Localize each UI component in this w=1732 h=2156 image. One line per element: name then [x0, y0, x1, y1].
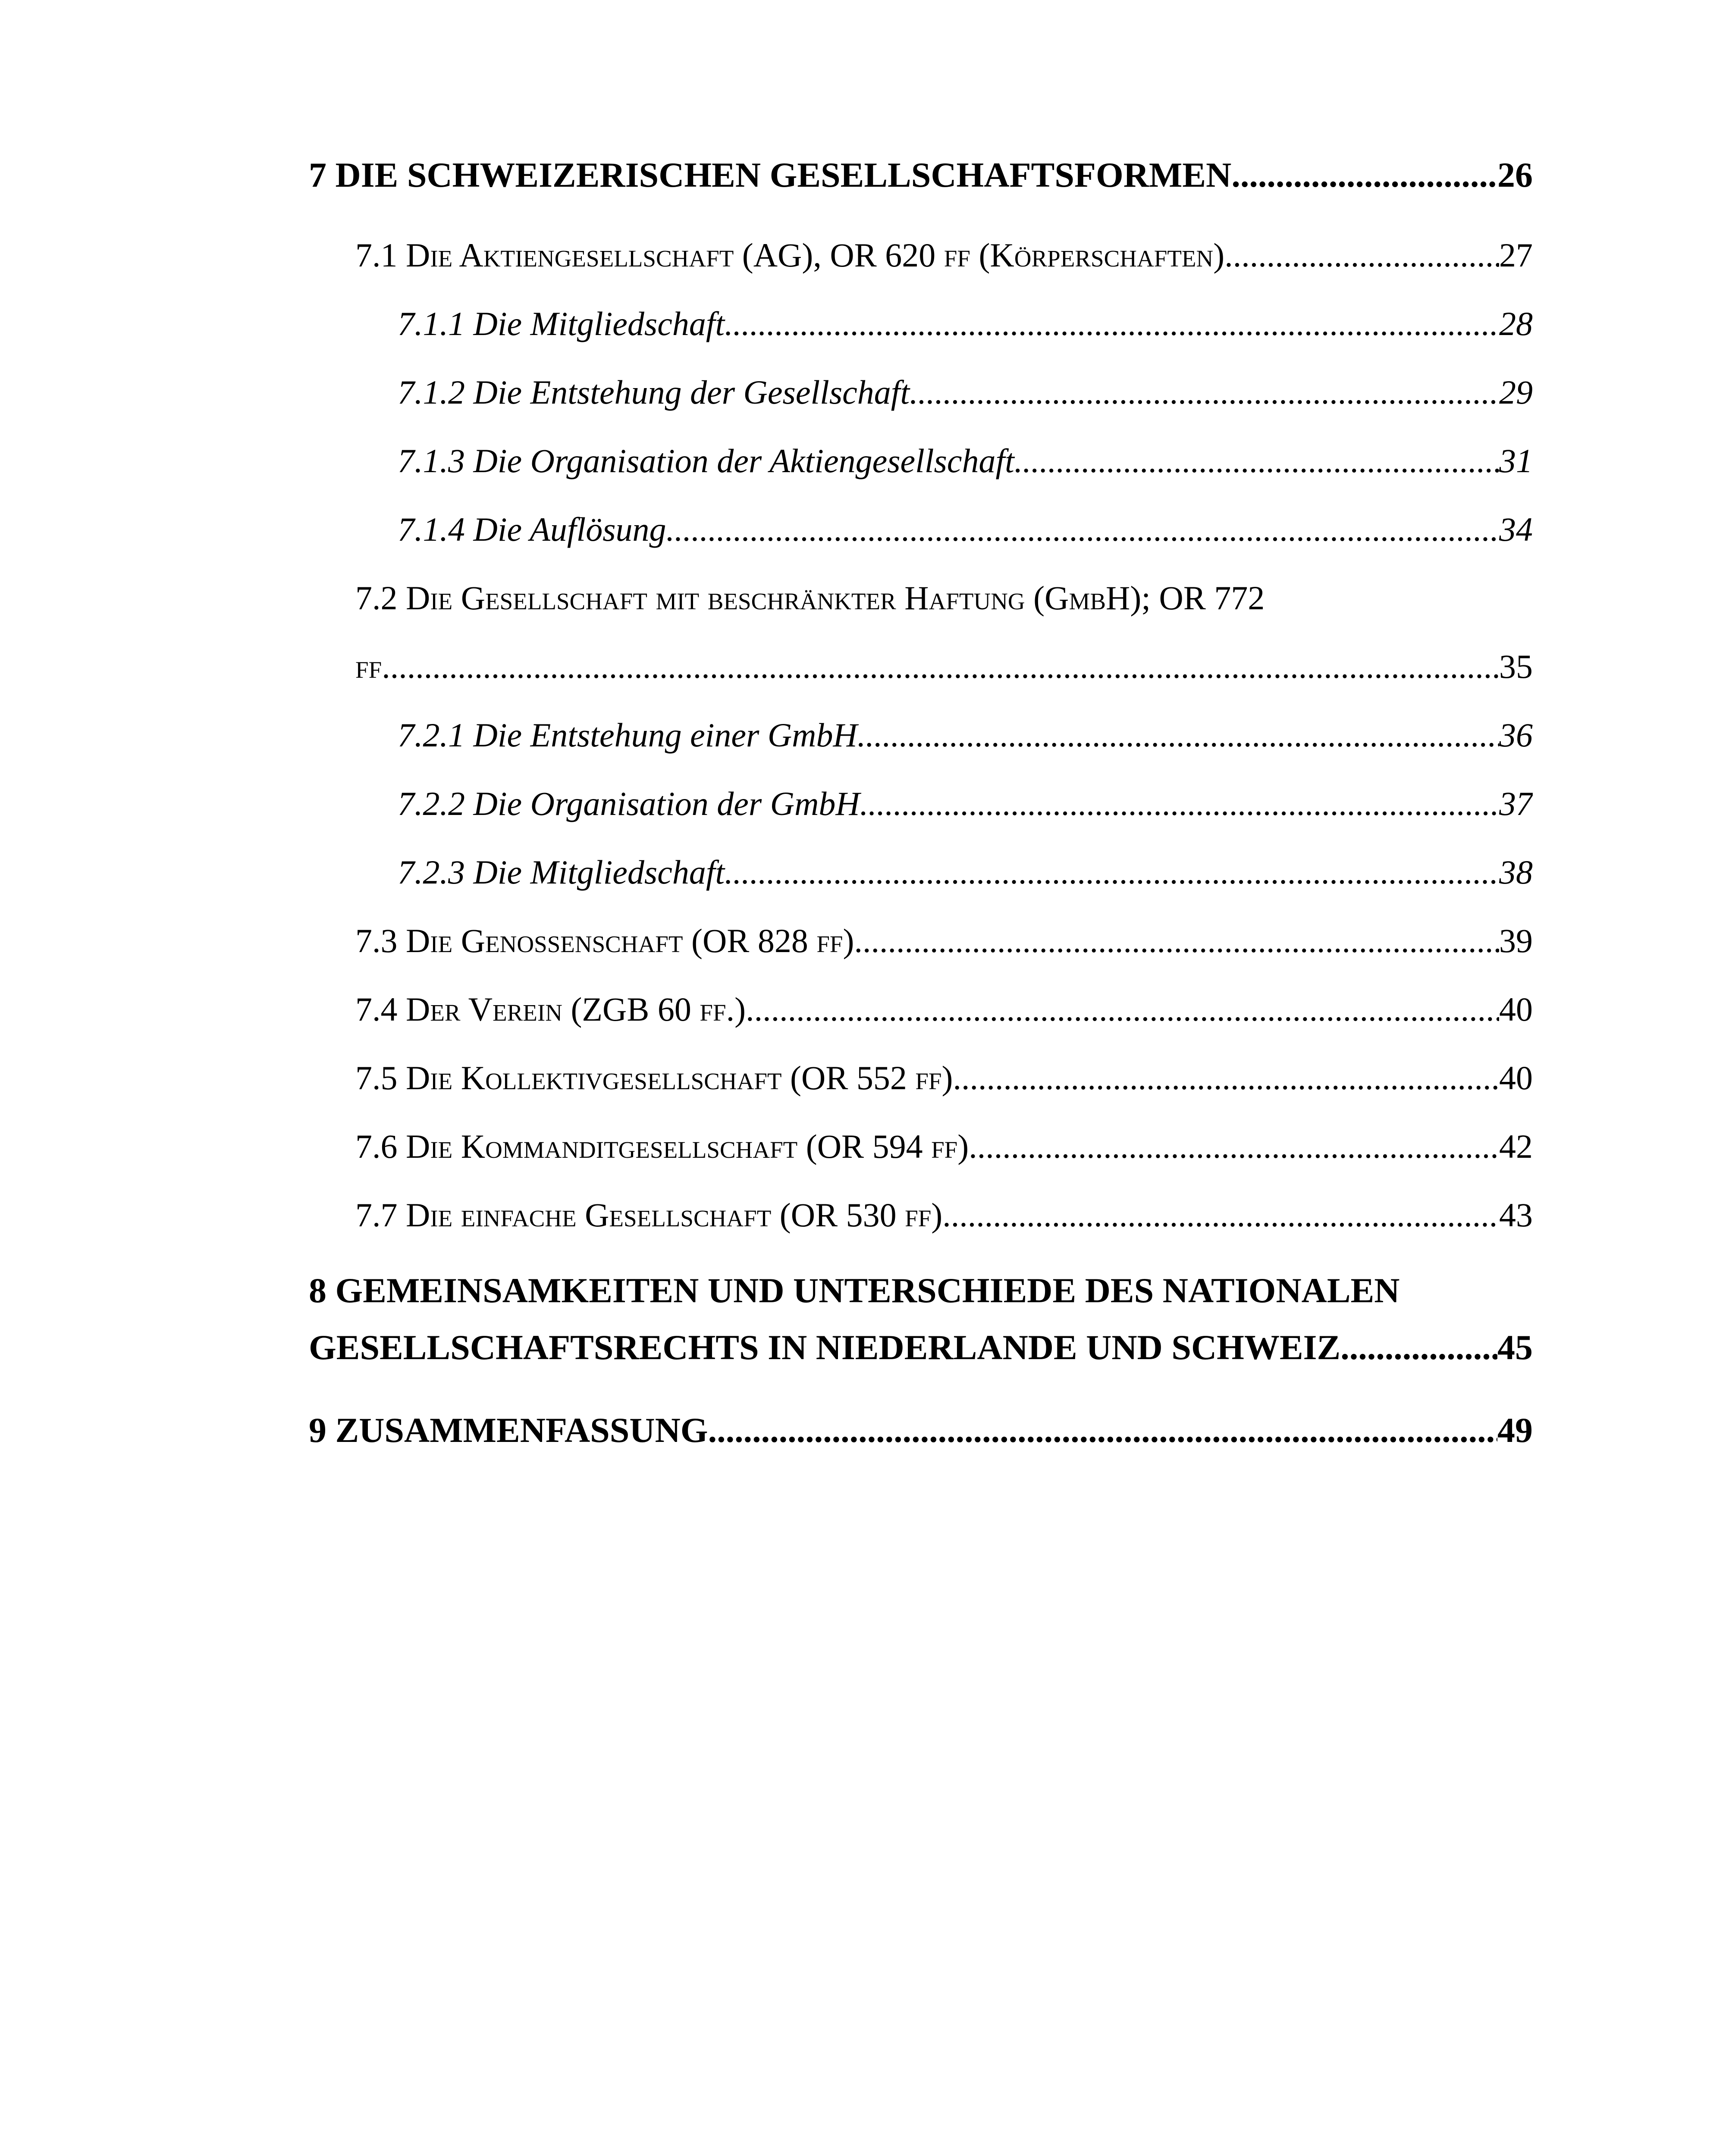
toc-page-number: 40 [1499, 1059, 1533, 1097]
toc-title: 7.3 Die Genossenschaft (OR 828 ff) [355, 922, 854, 959]
toc-title: ff [355, 648, 382, 685]
toc-entry-7-7[interactable] [355, 1181, 1533, 1249]
toc-entry-8[interactable] [309, 1319, 1533, 1376]
dot-leader [860, 769, 1499, 838]
toc-title: 7.2.2 Die Organisation der GmbH [398, 785, 860, 822]
toc-title: GESELLSCHAFTSRECHTS IN NIEDERLANDE UND SCHWEIZ. [309, 1328, 1349, 1367]
dot-leader [1014, 426, 1499, 495]
toc-entry-7-3[interactable] [355, 906, 1533, 975]
dot-leader [953, 1044, 1500, 1112]
toc-title: 7.7 Die einfache Gesellschaft (OR 530 ff) [355, 1196, 943, 1234]
toc-entry-7-2-1[interactable] [398, 701, 1533, 769]
toc-entry-7-2-line1[interactable]: 7.2 Die Gesellschaft mit beschränkter Haftung (GmbH); OR 772 [355, 579, 1265, 617]
toc-page-number: 28 [1499, 305, 1533, 342]
dot-leader [857, 701, 1499, 769]
dot-leader [942, 1181, 1499, 1249]
toc-title: 7.2.3 Die Mitgliedschaft [398, 853, 725, 891]
toc-entry-7-1[interactable] [355, 221, 1533, 289]
toc-entry-7-5[interactable] [355, 1044, 1533, 1112]
toc-page-number: 49 [1497, 1410, 1533, 1450]
toc-page-number: 29 [1499, 373, 1533, 411]
dot-leader [725, 289, 1499, 358]
toc-title: 7.1.4 Die Auflösung [398, 511, 666, 548]
toc-page-number: 43 [1499, 1196, 1533, 1234]
dot-leader [382, 632, 1499, 701]
toc-entry-7-2-2[interactable] [398, 769, 1533, 838]
toc-title: 7.1.1 Die Mitgliedschaft [398, 305, 725, 342]
toc-title: 7 DIE SCHWEIZERISCHEN GESELLSCHAFTSFORMEN [309, 155, 1232, 194]
toc-entry-7-2-3[interactable] [398, 838, 1533, 906]
toc-entry-7-6[interactable] [355, 1112, 1533, 1181]
toc-title: 9 ZUSAMMENFASSUNG [309, 1410, 708, 1450]
toc-title: 7.6 Die Kommanditgesellschaft (OR 594 ff) [355, 1128, 969, 1165]
toc-page-number: 37 [1499, 785, 1533, 822]
table-of-contents [309, 147, 1533, 1459]
toc-page-number: 42 [1499, 1128, 1533, 1165]
toc-title: 7.1.2 Die Entstehung der Gesellschaft [398, 373, 910, 411]
dot-leader [725, 838, 1499, 906]
dot-leader [1224, 221, 1499, 289]
toc-entry-7-2[interactable] [355, 632, 1533, 701]
dot-leader [969, 1112, 1499, 1181]
toc-entry-9[interactable] [309, 1402, 1533, 1459]
toc-title: 7.1 Die Aktiengesellschaft (AG), OR 620 ff (Körperschaften) [355, 236, 1225, 274]
toc-title: 7.5 Die Kollektivgesellschaft (OR 552 ff) [355, 1059, 953, 1097]
toc-page-number: 38 [1499, 853, 1533, 891]
toc-entry-8-line1[interactable]: 8 GEMEINSAMKEITEN UND UNTERSCHIEDE DES NATIONALEN [309, 1271, 1400, 1310]
toc-entry-7-1-1[interactable] [398, 289, 1533, 358]
toc-entry-7-1-4[interactable] [398, 495, 1533, 564]
toc-title: 7.2.1 Die Entstehung einer GmbH [398, 716, 857, 754]
dot-leader [1349, 1319, 1497, 1376]
toc-page-number: 34 [1499, 511, 1533, 548]
dot-leader [666, 495, 1499, 564]
toc-title: 7.1.3 Die Organisation der Aktiengesellschaft [398, 442, 1014, 479]
dot-leader [910, 358, 1499, 426]
toc-entry-7-1-3[interactable] [398, 426, 1533, 495]
toc-page-number: 36 [1499, 716, 1533, 754]
toc-page-number: 27 [1499, 236, 1533, 274]
toc-page-number: 31 [1499, 442, 1533, 479]
toc-page-number: 35 [1499, 648, 1533, 685]
toc-page-number: 45 [1497, 1328, 1533, 1367]
toc-page-number: 26 [1497, 155, 1533, 194]
toc-title: 7.4 Der Verein (ZGB 60 ff.) [355, 990, 746, 1028]
toc-entry-7[interactable] [309, 147, 1533, 204]
toc-page-number: 40 [1499, 990, 1533, 1028]
dot-leader [1231, 147, 1497, 204]
toc-entry-7-4[interactable] [355, 975, 1533, 1044]
toc-entry-7-1-2[interactable] [398, 358, 1533, 426]
dot-leader [746, 975, 1499, 1044]
dot-leader [708, 1402, 1497, 1459]
spacer [309, 204, 1533, 221]
dot-leader [854, 906, 1499, 975]
toc-page-number: 39 [1499, 922, 1533, 959]
